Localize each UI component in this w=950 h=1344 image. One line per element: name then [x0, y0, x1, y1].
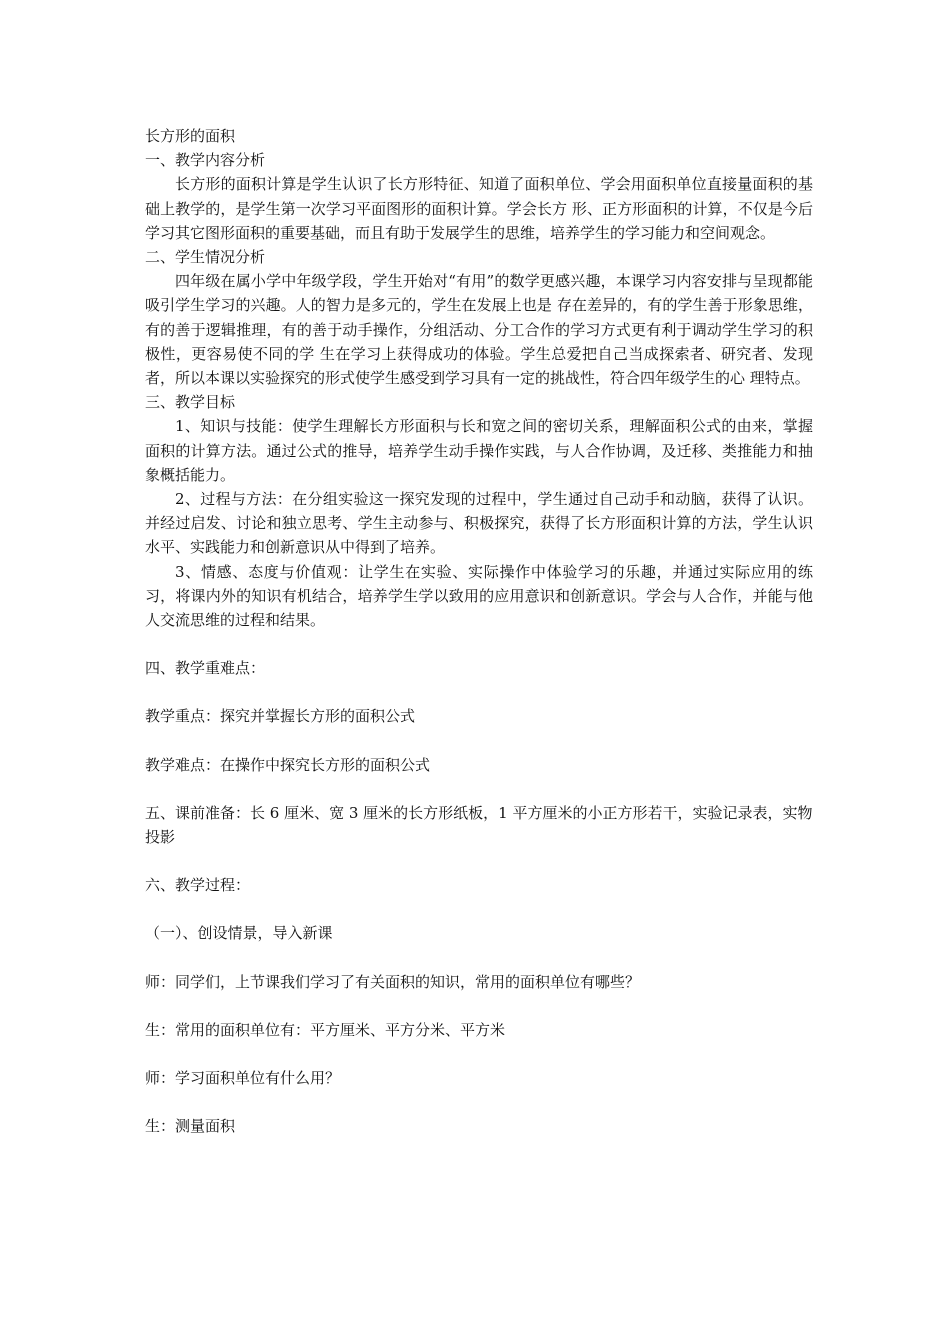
objective-emotion-values: 3、情感、态度与价值观：让学生在实验、实际操作中体验学习的乐趣，并通过实际应用的练习，将课内外的知识有机结合，培养学生学以致用的应用意识和创新意识。学会与人合作，并能与他人交流思维的过程和结果。	[145, 562, 813, 630]
document-title: 长方形的面积	[145, 127, 236, 145]
section-6-heading: 六、教学过程：	[145, 876, 251, 895]
section-5-preparation: 五、课前准备：长 6 厘米、宽 3 厘米的长方形纸板，1 平方厘米的小正方形若干，实验记录表，实物投影	[145, 803, 813, 847]
objective-process-methods: 2、过程与方法：在分组实验这一探究发现的过程中，学生通过自己动手和动脑，获得了认识。并经过启发、讨论和独立思考、学生主动参与、积极探究，获得了长方形面积计算的方法，学生认识水平、实践能力和创新意识从中得到了培养。	[145, 490, 813, 557]
objective-knowledge-skills: 1、知识与技能：使学生理解长方形面积与长和宽之间的密切关系，理解面积公式的由来，掌握面积的计算方法。通过公式的推导，培养学生动手操作实践，与人合作协调，及迁移、类推能力和抽象概括能力。	[145, 417, 813, 484]
dialogue-teacher-2: 师：学习面积单位有什么用？	[145, 1069, 341, 1088]
difficult-point: 教学难点：在操作中探究长方形的面积公式	[145, 755, 431, 774]
section-3-heading: 三、教学目标	[145, 393, 236, 412]
subsection-1-heading: （一）、创设情景，导入新课	[145, 924, 333, 943]
key-point: 教学重点：探究并掌握长方形的面积公式	[145, 707, 416, 726]
dialogue-teacher-1: 师：同学们，上节课我们学习了有关面积的知识，常用的面积单位有哪些？	[145, 972, 641, 991]
section-1-heading: 一、教学内容分析	[145, 151, 266, 170]
section-2-heading: 二、学生情况分析	[145, 248, 266, 267]
section-2-paragraph: 四年级在属小学中年级学段，学生开始对“有用”的数学更感兴趣，本课学习内容安排与呈现都能吸引学生学习的兴趣。人的智力是多元的，学生在发展上也是 存在差异的，有的学生善于形象思维，有的善于逻辑推理，有的善于动手操作，分组活动、分工合作的学习方式更有利于调动学生学习的积极性，更容易使不同的学 生在学习上获得成功的体验。学生总爱把自己当成探索者、研究者、发现者，所以本课以实验探究的形式使学生感受到学习具有一定的挑战性，符合四年级学生的心 理特点。	[145, 272, 813, 388]
section-4-heading: 四、教学重难点：	[145, 659, 266, 678]
section-1-paragraph: 长方形的面积计算是学生认识了长方形特征、知道了面积单位、学会用面积单位直接量面积的基础上教学的，是学生第一次学习平面图形的面积计算。学会长方 形、正方形面积的计算，不仅是今后学习其它图形面积的重要基础，而且有助于发展学生的思维，培养学生的学习能力和空间观念。	[145, 175, 813, 242]
dialogue-student-2: 生：测量面积	[145, 1117, 236, 1136]
dialogue-student-1: 生：常用的面积单位有：平方厘米、平方分米、平方米	[145, 1020, 506, 1039]
document-page	[145, 124, 813, 1139]
